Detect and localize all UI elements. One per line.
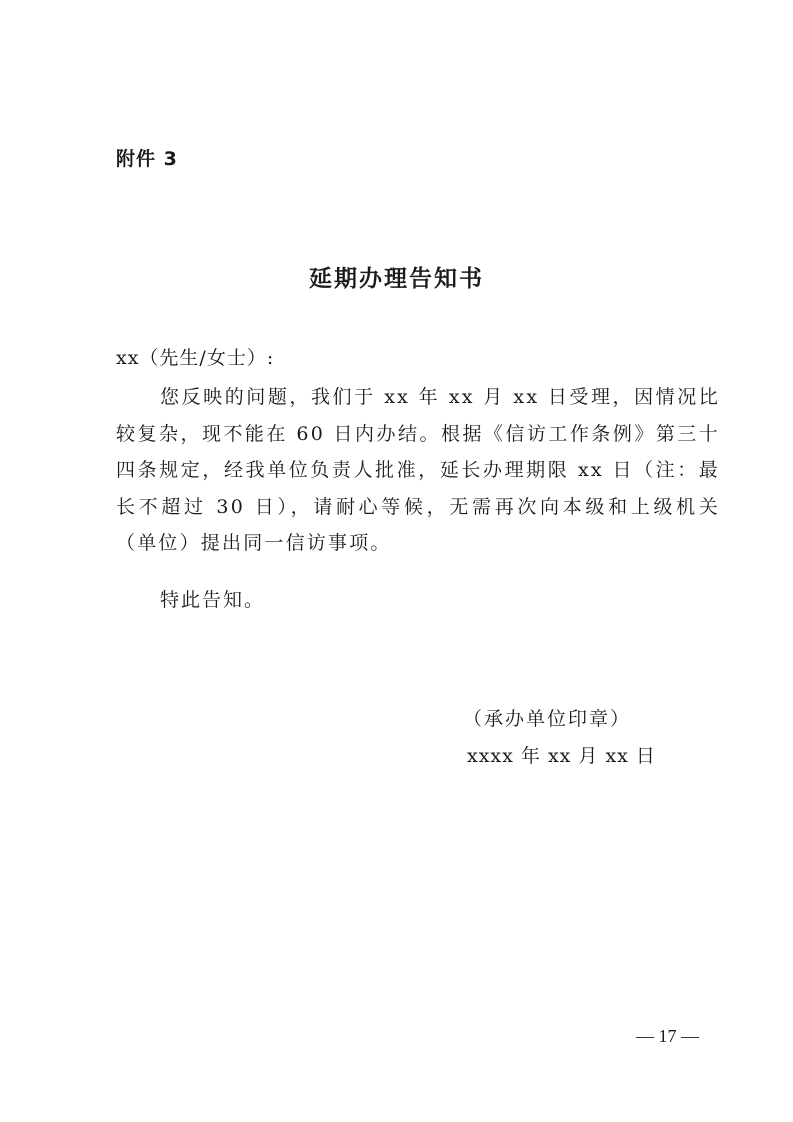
attachment-label: 附件 3 — [116, 148, 178, 170]
seal-note: （承办单位印章） — [463, 708, 632, 730]
document-title: 延期办理告知书 — [309, 266, 484, 292]
closing-line: 特此告知。 — [160, 589, 266, 611]
signature-date: xxxx 年 xx 月 xx 日 — [467, 745, 656, 767]
salutation: xx（先生/女士）: — [116, 347, 275, 369]
page-number: — 17 — — [636, 1026, 699, 1046]
body-text — [116, 379, 720, 562]
body-paragraph: 您反映的问题，我们于 xx 年 xx 月 xx 日受理，因情况比较复杂，现不能在 60 日内办结。根据《信访工作条例》第三十四条规定，经我单位负责人批准，延长办理期限 xx 日（注：最长不超过 30 日），请耐心等候，无需再次向本级和上级机关（单位）提出同一信访事项。 — [116, 386, 720, 554]
